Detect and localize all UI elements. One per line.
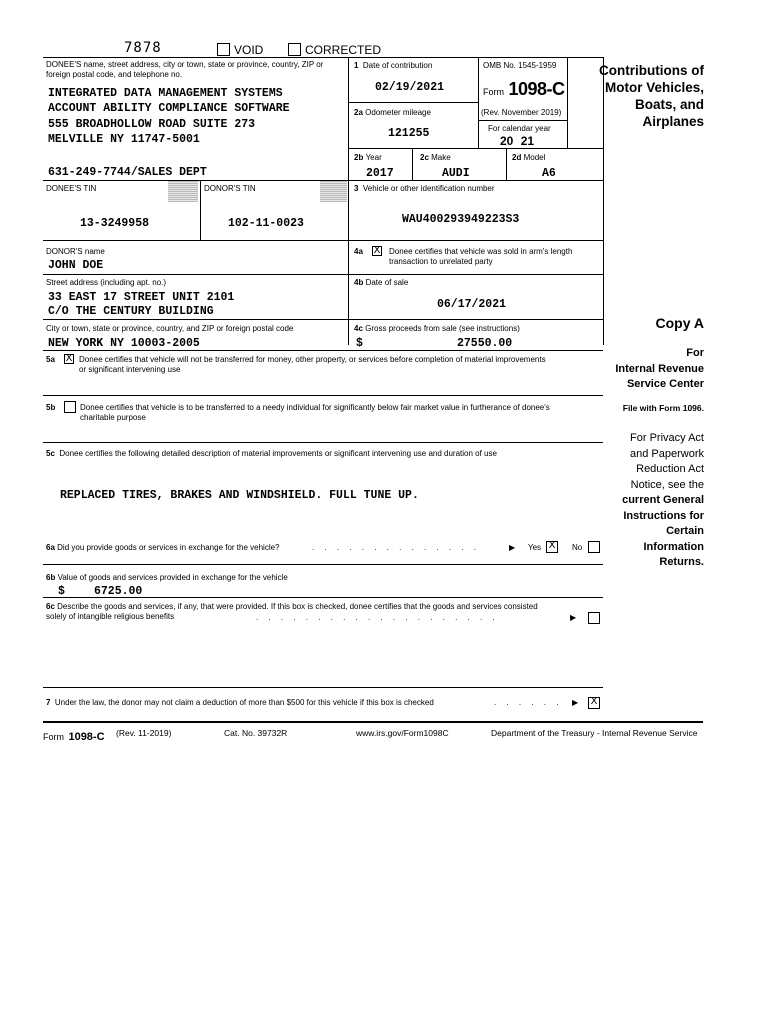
box2d-label xyxy=(512,153,545,163)
box3-label-text: Vehicle or other identification number xyxy=(362,184,495,193)
privacy-line-2: and Paperwork xyxy=(630,447,704,460)
copy-a-recipient xyxy=(615,346,704,393)
sidebar-title-line-1: Contributions of xyxy=(599,63,704,78)
form-revision: (Rev. November 2019) xyxy=(481,108,562,117)
sidebar-title-line-2: Motor Vehicles, xyxy=(604,80,704,95)
goods-services-value: 6725.00 xyxy=(94,585,143,598)
box2c-label-text: Make xyxy=(431,153,451,162)
box4a-checkbox[interactable]: X xyxy=(373,245,381,256)
box5b-label: Donee certifies that vehicle is to be transferred to a needy individual for significantly below fair market value in furtherance of donee's charitable purpose xyxy=(80,403,550,422)
box5c-number: 5c xyxy=(46,449,55,458)
box6b-label xyxy=(46,573,288,583)
void-label: VOID xyxy=(234,43,264,57)
donor-tin-label: DONOR'S TIN xyxy=(204,184,256,193)
donor-city-label: City or town, state or province, country, and ZIP or foreign postal code xyxy=(46,324,294,333)
donee-phone: 631-249-7744/SALES DEPT xyxy=(48,166,207,179)
donor-name-label: DONOR'S name xyxy=(46,247,105,256)
box5a-checkbox[interactable]: X xyxy=(65,353,73,364)
box5a-number: 5a xyxy=(46,355,55,364)
form-number: 1098-C xyxy=(508,79,565,99)
file-with-form: File with Form 1096. xyxy=(622,403,704,413)
footer-cat-number: Cat. No. 39732R xyxy=(224,728,288,738)
donor-tin: 102-11-0023 xyxy=(228,217,304,230)
box5b-checkbox[interactable] xyxy=(64,401,76,413)
box2b-label xyxy=(354,153,382,163)
box2a-number: 2a xyxy=(354,108,363,117)
box7-label xyxy=(46,698,434,708)
privacy-line-4: Notice, see the xyxy=(630,478,704,491)
box7-arrow: ▶ xyxy=(572,698,579,707)
footer-form-number: 1098-C xyxy=(68,731,105,743)
donee-tin-shade xyxy=(168,181,198,202)
box6a-dots: . . . . . . . . . . . . . . xyxy=(312,543,481,552)
donee-name-line-2: ACCOUNT ABILITY COMPLIANCE SOFTWARE xyxy=(48,102,290,115)
box2a-label-text: Odometer mileage xyxy=(365,108,431,117)
corrected-label: CORRECTED xyxy=(305,43,382,57)
box6a-arrow: ▶ xyxy=(509,543,516,552)
footer-form-word: Form xyxy=(43,732,64,742)
donor-street-line-2: C/O THE CENTURY BUILDING xyxy=(48,305,214,318)
recipient-line-2: Internal Revenue xyxy=(615,362,704,375)
box2d-number: 2d xyxy=(512,153,522,162)
box6a-no-label: No xyxy=(572,543,583,552)
privacy-notice xyxy=(622,431,704,571)
corrected-checkbox[interactable] xyxy=(288,43,301,56)
box6a-yes-label: Yes xyxy=(528,543,542,552)
sidebar-title-line-3: Boats, and xyxy=(634,97,704,112)
donor-name: JOHN DOE xyxy=(48,259,104,272)
date-of-sale: 06/17/2021 xyxy=(437,298,507,311)
sidebar-title xyxy=(599,62,704,130)
improvements-description: REPLACED TIRES, BRAKES AND WINDSHIELD. FULL TUNE UP. xyxy=(60,489,419,502)
privacy-bold-line-4: Information xyxy=(643,540,704,553)
recipient-line-1: For xyxy=(686,347,704,359)
box6b-label-text: Value of goods and services provided in exchange for the vehicle xyxy=(57,573,288,582)
box2a-label xyxy=(354,108,431,118)
void-checkbox[interactable] xyxy=(217,43,230,56)
box6b-number: 6b xyxy=(46,573,56,582)
box5c-label xyxy=(46,449,497,459)
calendar-year-suffix: 21 xyxy=(520,134,535,148)
box4c-label xyxy=(354,324,520,334)
box6c-label-text: Describe the goods and services, if any, that were provided. If this box is checked, donee certifies that the goods and services consisted solely of intangible religious benefits xyxy=(46,602,538,621)
box6b-currency: $ xyxy=(58,585,65,598)
calendar-year-label: For calendar year xyxy=(488,124,551,133)
footer-revision: (Rev. 11-2019) xyxy=(116,728,172,738)
box2b-number: 2b xyxy=(354,153,364,162)
box4a-number: 4a xyxy=(354,247,363,256)
donee-tin-label: DONEE'S TIN xyxy=(46,184,97,193)
form-word: Form xyxy=(483,87,504,97)
box2b-label-text: Year xyxy=(365,153,382,162)
privacy-bold-line-5: Returns. xyxy=(659,556,704,568)
vehicle-year: 2017 xyxy=(366,167,394,180)
vehicle-model: A6 xyxy=(542,167,556,180)
box6c-dots: . . . . . . . . . . . . . . . . . . . . xyxy=(256,613,499,622)
box4b-label xyxy=(354,278,408,288)
donor-street-label: Street address (including apt. no.) xyxy=(46,278,167,287)
box7-checkbox[interactable]: X xyxy=(588,697,600,709)
box5a-label: Donee certifies that vehicle will not be transferred for money, other property, or services before completion of material improvements or significant intervening use xyxy=(79,355,546,374)
donee-tin: 13-3249958 xyxy=(80,217,150,230)
donee-name-line-1: INTEGRATED DATA MANAGEMENT SYSTEMS xyxy=(48,87,283,100)
donor-street-line-1: 33 EAST 17 STREET UNIT 2101 xyxy=(48,291,235,304)
box6a-number: 6a xyxy=(46,543,55,552)
box7-label-text: Under the law, the donor may not claim a deduction of more than $500 for this vehicle if this box is checked xyxy=(54,698,434,707)
privacy-line-3: Reduction Act xyxy=(636,463,704,475)
box1-label-text: Date of contribution xyxy=(362,61,433,70)
box5c-label-text: Donee certifies the following detailed description of material improvements or significant intervening use and duration of use xyxy=(59,449,497,458)
privacy-bold-line-1: current General xyxy=(622,494,704,506)
box5b-number: 5b xyxy=(46,403,56,412)
box2d-label-text: Model xyxy=(523,153,546,162)
box1-date: 02/19/2021 xyxy=(375,81,445,94)
box1-number: 1 xyxy=(354,61,359,70)
box6c-number: 6c xyxy=(46,602,55,611)
footer-url: www.irs.gov/Form1098C xyxy=(356,728,449,738)
box6a-label xyxy=(46,543,280,553)
gross-proceeds: 27550.00 xyxy=(457,337,513,350)
box7-dots: . . . . . . xyxy=(494,698,563,707)
box4c-number: 4c xyxy=(354,324,363,333)
box6c-checkbox[interactable] xyxy=(588,612,600,624)
odometer-mileage: 121255 xyxy=(388,127,430,140)
box6a-label-text: Did you provide goods or services in exchange for the vehicle? xyxy=(57,543,280,552)
sidebar-title-line-4: Airplanes xyxy=(642,114,704,129)
vehicle-id-number: WAU400293949223S3 xyxy=(402,213,520,226)
box4b-number: 4b xyxy=(354,278,364,287)
privacy-bold-line-2: Instructions for xyxy=(623,509,704,522)
box4c-label-text: Gross proceeds from sale (see instructions) xyxy=(365,324,520,333)
footer-form-name xyxy=(43,727,105,745)
box4c-currency: $ xyxy=(356,337,363,350)
box6a-no-checkbox[interactable] xyxy=(588,541,600,553)
donee-label: DONEE'S name, street address, city or town, state or province, country, ZIP or foreign postal code, and telephone no. xyxy=(46,60,324,79)
donee-city-line: MELVILLE NY 11747-5001 xyxy=(48,133,200,146)
box6c-arrow: ▶ xyxy=(570,613,577,622)
box6a-yes-checkbox[interactable]: X xyxy=(546,541,558,553)
handwritten-number: 7878 xyxy=(124,40,162,56)
footer-department: Department of the Treasury - Internal Revenue Service xyxy=(491,728,698,738)
copy-a-label: Copy A xyxy=(655,315,704,331)
privacy-line-1: For Privacy Act xyxy=(630,432,704,444)
form-name-top xyxy=(483,79,565,100)
omb-number: OMB No. 1545-1959 xyxy=(483,61,557,70)
box3-number: 3 xyxy=(354,184,359,193)
calendar-year-prefix: 20 xyxy=(500,134,514,148)
donor-city: NEW YORK NY 10003-2005 xyxy=(48,337,200,350)
box1-label xyxy=(354,61,432,71)
calendar-year xyxy=(500,134,534,148)
box4b-label-text: Date of sale xyxy=(365,278,409,287)
privacy-bold-line-3: Certain xyxy=(666,525,704,537)
box2c-label xyxy=(420,153,451,163)
box2c-number: 2c xyxy=(420,153,429,162)
vehicle-make: AUDI xyxy=(442,167,470,180)
box4a-label: Donee certifies that vehicle was sold in arm's length transaction to unrelated party xyxy=(389,247,573,266)
box3-label xyxy=(354,184,495,194)
donee-address-line: 555 BROADHOLLOW ROAD SUITE 273 xyxy=(48,118,256,131)
recipient-line-3: Service Center xyxy=(626,378,704,390)
box7-number: 7 xyxy=(46,698,51,707)
donor-tin-shade xyxy=(320,181,347,202)
